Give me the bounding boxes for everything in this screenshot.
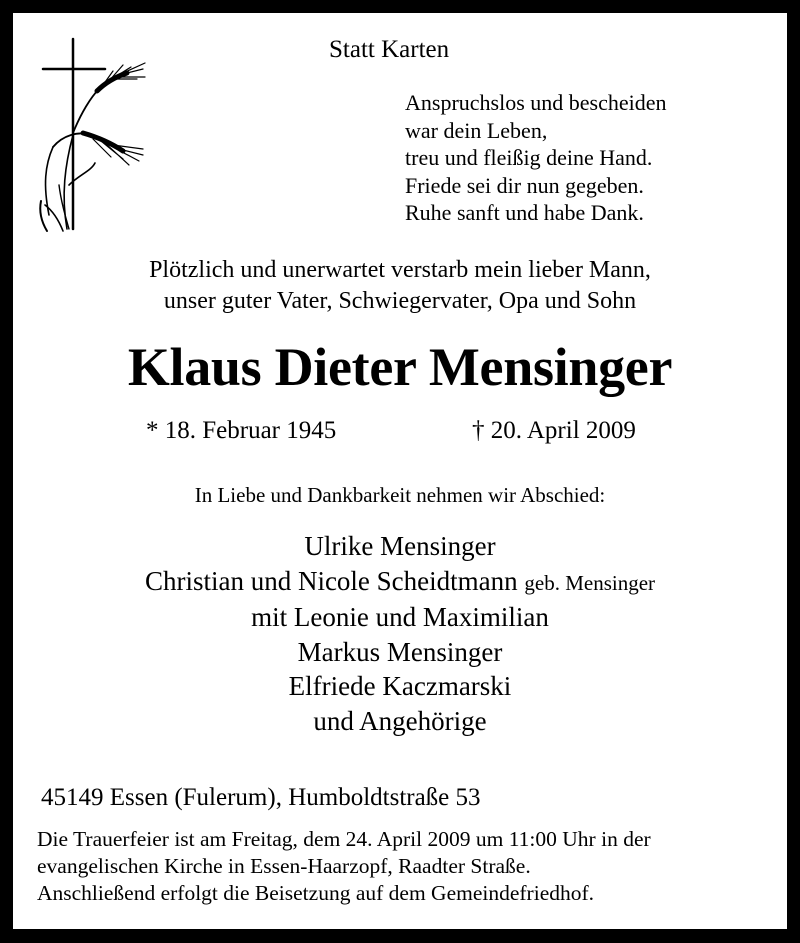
poem-line: Anspruchslos und bescheiden bbox=[405, 90, 667, 115]
poem-line: Friede sei dir nun gegeben. bbox=[405, 172, 644, 198]
mourner-name: Christian und Nicole Scheidtmann bbox=[144, 565, 518, 596]
intro-text bbox=[13, 255, 787, 317]
birth-date: * 18. Februar 1945 bbox=[146, 417, 337, 444]
intro-line: Plötzlich und unerwartet verstarb mein lieber Mann, bbox=[149, 257, 651, 283]
obituary-notice bbox=[13, 13, 787, 929]
poem bbox=[405, 89, 667, 227]
intro-line: unser guter Vater, Schwiegervater, Opa und Sohn bbox=[163, 288, 637, 314]
mourner-line bbox=[13, 564, 787, 601]
mourner-line: Ulrike Mensinger bbox=[304, 531, 496, 561]
mourners-list bbox=[13, 529, 787, 738]
address: 45149 Essen (Fulerum), Humboldtstraße 53 bbox=[41, 784, 481, 811]
poem-line: Ruhe sanft und habe Dank. bbox=[405, 200, 644, 225]
service-line: evangelischen Kirche in Essen-Haarzopf, Raadter Straße. bbox=[37, 854, 531, 878]
mourner-line: mit Leonie und Maximilian bbox=[251, 602, 549, 632]
death-date: † 20. April 2009 bbox=[472, 417, 636, 444]
service-line: Die Trauerfeier ist am Freitag, dem 24. April 2009 um 11:00 Uhr in der bbox=[37, 827, 651, 851]
mourner-line: und Angehörige bbox=[313, 705, 487, 736]
mourner-line: Markus Mensinger bbox=[297, 636, 503, 667]
service-line: Anschließend erfolgt die Beisetzung auf dem Gemeindefriedhof. bbox=[37, 881, 595, 905]
cross-with-wheat-icon bbox=[33, 35, 158, 235]
deceased-name: Klaus Dieter Mensinger bbox=[127, 337, 673, 397]
farewell-text: In Liebe und Dankbarkeit nehmen wir Abschied: bbox=[194, 483, 606, 507]
mourner-maiden-name: geb. Mensinger bbox=[524, 570, 656, 595]
service-info bbox=[37, 826, 651, 907]
heading-statt-karten: Statt Karten bbox=[329, 36, 450, 63]
poem-line: war dein Leben, bbox=[405, 117, 548, 143]
poem-line: treu und fleißig deine Hand. bbox=[405, 145, 653, 170]
mourner-line: Elfriede Kaczmarski bbox=[288, 671, 512, 701]
